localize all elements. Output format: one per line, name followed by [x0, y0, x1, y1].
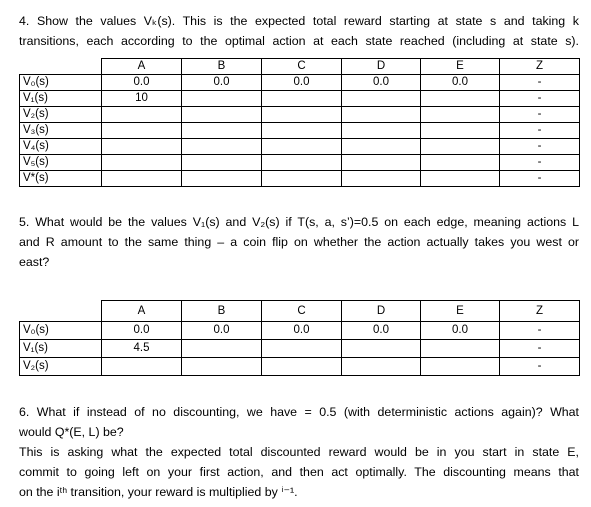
table-cell[interactable]: 0.0	[182, 75, 262, 91]
table-cell[interactable]	[421, 107, 500, 123]
table-cell[interactable]: -	[500, 91, 580, 107]
column-header: D	[342, 301, 421, 322]
table-row	[20, 340, 580, 358]
table-cell[interactable]: 0.0	[421, 322, 500, 340]
table-row	[20, 75, 580, 91]
table-cell[interactable]: -	[500, 322, 580, 340]
row-label: V*(s)	[20, 171, 102, 187]
table-cell[interactable]	[102, 107, 182, 123]
table-cell[interactable]	[421, 358, 500, 376]
table-cell[interactable]: 0.0	[102, 75, 182, 91]
question-6-line-5: on the iᵗʰ transition, your reward is multiplied by ⁱ⁻¹.	[19, 485, 298, 499]
table-cell[interactable]: 0.0	[421, 75, 500, 91]
table-header-row	[20, 59, 580, 75]
table-cell[interactable]	[421, 171, 500, 187]
row-label: V₀(s)	[20, 322, 102, 340]
table-cell[interactable]: -	[500, 107, 580, 123]
table-cell[interactable]	[262, 139, 342, 155]
table-cell[interactable]	[182, 358, 262, 376]
table-cell[interactable]	[102, 123, 182, 139]
table-cell[interactable]: 0.0	[262, 75, 342, 91]
table-row	[20, 107, 580, 123]
table-cell[interactable]	[262, 107, 342, 123]
table-row	[20, 91, 580, 107]
table-cell[interactable]	[342, 171, 421, 187]
column-header: C	[262, 301, 342, 322]
table-row	[20, 171, 580, 187]
table-cell[interactable]	[342, 139, 421, 155]
table-cell[interactable]: 4.5	[102, 340, 182, 358]
table-cell[interactable]	[421, 340, 500, 358]
table-cell[interactable]	[102, 171, 182, 187]
table-cell[interactable]	[342, 340, 421, 358]
column-header: Z	[500, 59, 580, 75]
row-label: V₀(s)	[20, 75, 102, 91]
table-cell[interactable]	[262, 358, 342, 376]
table-cell[interactable]	[182, 340, 262, 358]
question-5-line-1: 5. What would be the values V₁(s) and V₂(s) if T(s, a, s’)=0.5 on each edge, meaning actions L	[19, 215, 579, 229]
question-5-line-2: and R amount to the same thing – a coin flip on whether the action actually takes you west or	[19, 235, 579, 249]
row-label: V₄(s)	[20, 139, 102, 155]
table-cell[interactable]	[342, 91, 421, 107]
table-corner-cell	[20, 301, 102, 322]
column-header: A	[102, 59, 182, 75]
table-cell[interactable]: 0.0	[342, 322, 421, 340]
column-header: D	[342, 59, 421, 75]
table-cell[interactable]: -	[500, 358, 580, 376]
table-cell[interactable]: -	[500, 171, 580, 187]
table-cell[interactable]	[262, 91, 342, 107]
table-row	[20, 139, 580, 155]
row-label: V₁(s)	[20, 91, 102, 107]
row-label: V₂(s)	[20, 107, 102, 123]
column-header: Z	[500, 301, 580, 322]
table-cell[interactable]: 0.0	[102, 322, 182, 340]
table-cell[interactable]	[182, 155, 262, 171]
table-cell[interactable]	[262, 155, 342, 171]
table-cell[interactable]	[342, 123, 421, 139]
table-cell[interactable]: -	[500, 340, 580, 358]
table-cell[interactable]: 0.0	[262, 322, 342, 340]
row-label: V₃(s)	[20, 123, 102, 139]
table-row	[20, 322, 580, 340]
table-cell[interactable]	[421, 139, 500, 155]
table-cell[interactable]	[182, 171, 262, 187]
question-4-text	[19, 11, 579, 51]
table-cell[interactable]	[421, 91, 500, 107]
question-6-line-2: would Q*(E, L) be?	[19, 425, 124, 439]
table-cell[interactable]: 0.0	[342, 75, 421, 91]
table-cell[interactable]	[262, 171, 342, 187]
table-cell[interactable]: -	[500, 123, 580, 139]
row-label: V₂(s)	[20, 358, 102, 376]
table-cell[interactable]	[102, 358, 182, 376]
question-6-line-3: This is asking what the expected total discounted reward would be in you start in state E,	[19, 445, 579, 459]
question-6-text	[19, 402, 579, 502]
column-header: E	[421, 59, 500, 75]
question-4-line-2: transitions, each according to the optimal action at each state reached (including at state s).	[19, 34, 579, 48]
values-table-vk	[19, 58, 580, 187]
table-row	[20, 155, 580, 171]
column-header: E	[421, 301, 500, 322]
table-header-row	[20, 301, 580, 322]
table-cell[interactable]	[182, 107, 262, 123]
table-corner-cell	[20, 59, 102, 75]
table-cell[interactable]: -	[500, 155, 580, 171]
column-header: C	[262, 59, 342, 75]
table-cell[interactable]	[102, 139, 182, 155]
table-cell[interactable]	[182, 139, 262, 155]
row-label: V₁(s)	[20, 340, 102, 358]
table-row	[20, 358, 580, 376]
table-cell[interactable]	[342, 155, 421, 171]
table-cell[interactable]: 0.0	[182, 322, 262, 340]
question-5-line-3: east?	[19, 255, 50, 269]
table-cell[interactable]: -	[500, 75, 580, 91]
column-header: B	[182, 59, 262, 75]
values-table-coin-flip	[19, 300, 580, 376]
table-cell[interactable]: -	[500, 139, 580, 155]
table-cell[interactable]: 10	[102, 91, 182, 107]
table-cell[interactable]	[421, 123, 500, 139]
table-cell[interactable]	[102, 155, 182, 171]
question-6-line-4: commit to going left on your first action, and then act optimally. The discounting means that	[19, 465, 579, 479]
table-cell[interactable]	[421, 155, 500, 171]
table-cell[interactable]	[342, 107, 421, 123]
table-cell[interactable]	[262, 123, 342, 139]
question-4-line-1: 4. Show the values Vₖ(s). This is the expected total reward starting at state s and taking k	[19, 14, 579, 28]
table-cell[interactable]	[262, 340, 342, 358]
table-row	[20, 123, 580, 139]
row-label: V₅(s)	[20, 155, 102, 171]
question-6-line-1: 6. What if instead of no discounting, we have = 0.5 (with deterministic actions again)? What	[19, 405, 579, 419]
column-header: B	[182, 301, 262, 322]
table-cell[interactable]	[182, 91, 262, 107]
question-5-text	[19, 212, 579, 272]
column-header: A	[102, 301, 182, 322]
table-cell[interactable]	[342, 358, 421, 376]
table-cell[interactable]	[182, 123, 262, 139]
